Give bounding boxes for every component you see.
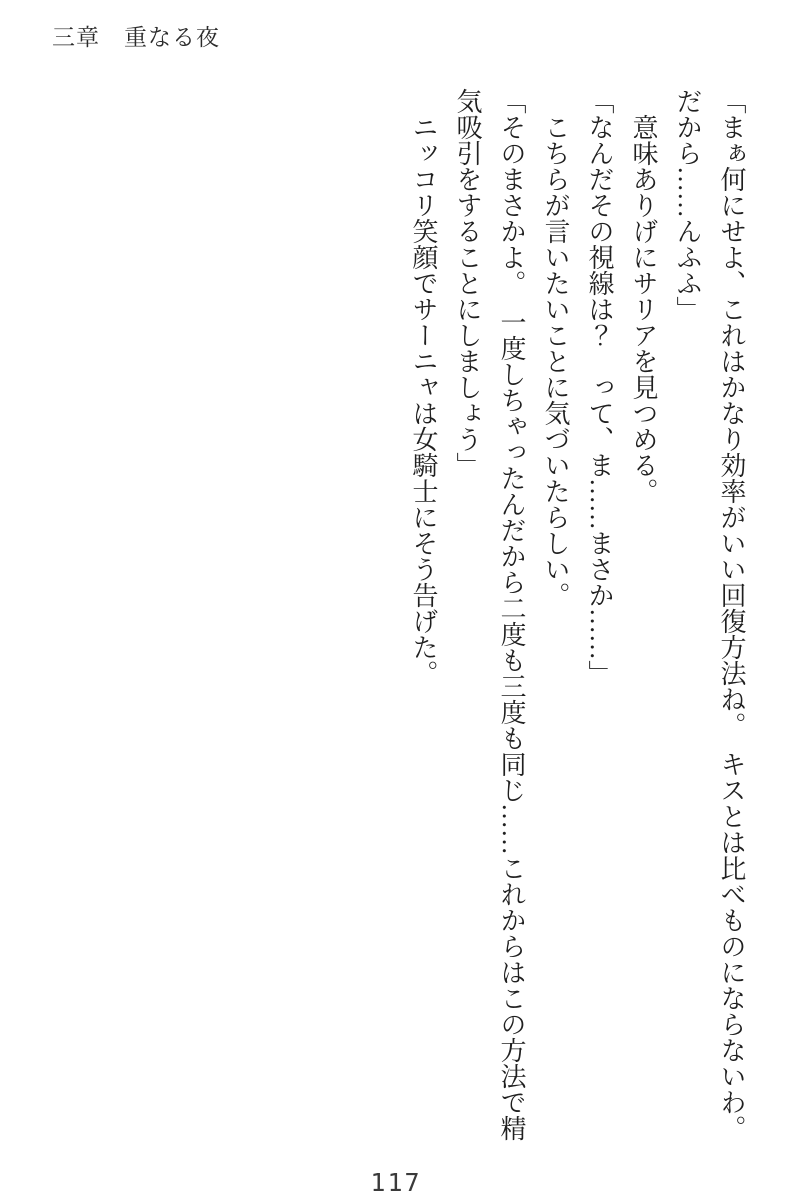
paragraph-narration-3: ニッコリ笑顔でサーニャは女騎士にそう告げた。 <box>409 88 438 686</box>
page-number: 117 <box>370 1168 422 1197</box>
paragraph-dialogue-2: 「なんだその視線は？ って、ま……まさか……」 <box>585 88 614 686</box>
novel-text-block <box>393 88 753 1166</box>
paragraph-narration-2: こちらが言いたいことに気づいたらしい。 <box>541 88 570 608</box>
paragraph-dialogue-3: 「そのまさかよ。 一度しちゃったんだから二度も三度も同じ……これからはこの方法で精気吸引をすることにしましょう」 <box>453 88 526 1141</box>
paragraph-narration-1: 意味ありげにサリアを見つめる。 <box>629 88 658 504</box>
paragraph-dialogue-1: 「まぁ何にせよ、これはかなり効率がいい回復方法ね。 キスとは比べものにならないわ。だから……んふふ」 <box>673 88 746 1141</box>
chapter-header: 三章 重なる夜 <box>52 25 220 50</box>
